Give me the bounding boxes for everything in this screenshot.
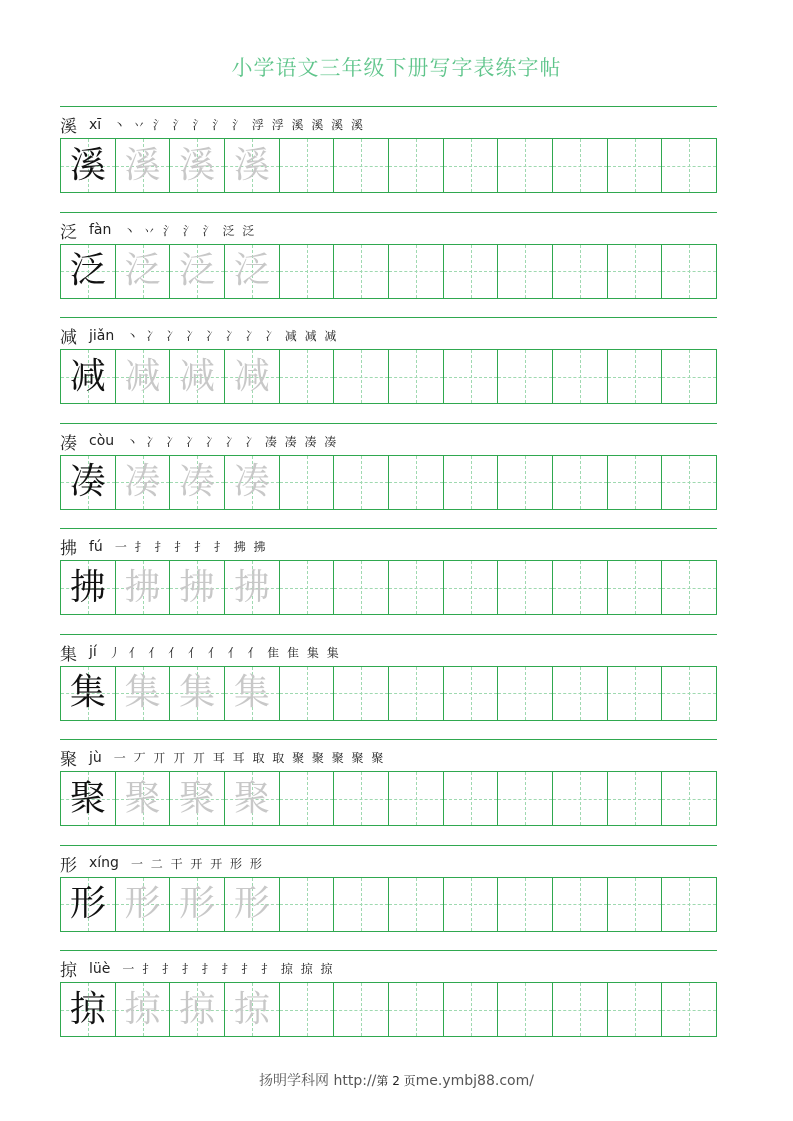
empty-practice-cell bbox=[389, 139, 444, 192]
empty-practice-cell bbox=[608, 456, 663, 509]
trace-character: 集 bbox=[179, 672, 216, 713]
empty-practice-cell bbox=[498, 139, 553, 192]
stroke-order: 丶 冫 冫 冫 冫 冫 冫 冫 减 减 减 bbox=[126, 329, 339, 343]
empty-practice-cell bbox=[498, 350, 553, 403]
model-cell bbox=[61, 139, 116, 192]
empty-practice-cell bbox=[662, 139, 716, 192]
empty-practice-cell bbox=[280, 139, 335, 192]
pinyin: còu bbox=[89, 433, 115, 449]
empty-practice-cell bbox=[553, 878, 608, 931]
stroke-order: 一 二 干 开 开 形 形 bbox=[130, 856, 264, 871]
trace-cell bbox=[116, 350, 171, 403]
trace-character: 掠 bbox=[124, 988, 161, 1030]
tian-grid-row bbox=[60, 982, 717, 1037]
trace-character: 凑 bbox=[233, 461, 270, 502]
trace-character: 溪 bbox=[179, 144, 216, 186]
entry-header bbox=[60, 956, 717, 980]
trace-cell bbox=[170, 350, 225, 403]
model-character: 聚 bbox=[69, 777, 106, 819]
empty-practice-cell bbox=[608, 245, 663, 298]
trace-character: 拂 bbox=[233, 566, 270, 608]
model-character: 泛 bbox=[69, 250, 106, 291]
tian-grid-row bbox=[60, 877, 717, 932]
header-character: 拂 bbox=[60, 539, 77, 559]
trace-cell bbox=[225, 667, 280, 720]
trace-character: 凑 bbox=[179, 461, 216, 502]
trace-cell bbox=[170, 878, 225, 931]
empty-practice-cell bbox=[553, 245, 608, 298]
trace-character: 形 bbox=[179, 883, 216, 924]
trace-character: 聚 bbox=[179, 777, 216, 819]
trace-cell bbox=[116, 878, 171, 931]
empty-practice-cell bbox=[444, 561, 499, 614]
pinyin: fàn bbox=[89, 222, 112, 238]
entry-header bbox=[60, 534, 717, 558]
header-character: 泛 bbox=[60, 222, 77, 243]
empty-practice-cell bbox=[334, 245, 389, 298]
page-title: 小学语文三年级下册写字表练字帖 bbox=[231, 56, 562, 80]
trace-cell bbox=[116, 772, 171, 825]
trace-cell bbox=[116, 561, 171, 614]
model-character: 减 bbox=[69, 355, 106, 397]
stroke-order: 一 扌 扌 扌 扌 扌 扌 扌 掠 掠 掠 bbox=[122, 962, 335, 976]
model-character: 掠 bbox=[69, 988, 106, 1030]
model-cell bbox=[61, 878, 116, 931]
empty-practice-cell bbox=[334, 139, 389, 192]
stroke-order: 丶 冫 冫 冫 冫 冫 冫 凑 凑 凑 凑 bbox=[126, 434, 339, 449]
model-cell bbox=[61, 245, 116, 298]
trace-cell bbox=[225, 456, 280, 509]
header-character: 凑 bbox=[60, 433, 77, 454]
entry-divider bbox=[60, 739, 717, 740]
pinyin: fú bbox=[89, 538, 103, 555]
empty-practice-cell bbox=[444, 667, 499, 720]
empty-practice-cell bbox=[389, 772, 444, 825]
entry-divider bbox=[60, 950, 717, 951]
entry-header bbox=[60, 640, 717, 664]
pinyin: jiǎn bbox=[89, 327, 115, 344]
empty-practice-cell bbox=[608, 772, 663, 825]
entry-header bbox=[60, 112, 717, 136]
empty-practice-cell bbox=[608, 983, 663, 1036]
footer-site: 扬明学科网 http:// bbox=[259, 1073, 377, 1089]
tian-grid-row bbox=[60, 560, 717, 615]
stroke-order: 一 丆 丌 丌 丌 耳 耳 取 取 聚 聚 聚 聚 聚 bbox=[113, 751, 386, 765]
empty-practice-cell bbox=[553, 772, 608, 825]
trace-character: 集 bbox=[233, 672, 270, 713]
empty-practice-cell bbox=[498, 245, 553, 298]
empty-practice-cell bbox=[280, 667, 335, 720]
trace-character: 形 bbox=[233, 883, 270, 924]
empty-practice-cell bbox=[334, 456, 389, 509]
empty-practice-cell bbox=[444, 245, 499, 298]
empty-practice-cell bbox=[498, 878, 553, 931]
footer-url: me.ymbj88.com/ bbox=[415, 1073, 534, 1089]
trace-character: 拂 bbox=[124, 566, 161, 608]
empty-practice-cell bbox=[389, 350, 444, 403]
empty-practice-cell bbox=[280, 772, 335, 825]
trace-cell bbox=[170, 456, 225, 509]
empty-practice-cell bbox=[662, 983, 716, 1036]
trace-cell bbox=[225, 139, 280, 192]
trace-cell bbox=[170, 667, 225, 720]
trace-character: 凑 bbox=[124, 461, 161, 502]
model-cell bbox=[61, 350, 116, 403]
empty-practice-cell bbox=[662, 878, 716, 931]
model-character: 溪 bbox=[69, 144, 106, 186]
tian-grid-row bbox=[60, 455, 717, 510]
entry-divider bbox=[60, 212, 717, 213]
empty-practice-cell bbox=[280, 245, 335, 298]
trace-character: 拂 bbox=[179, 566, 216, 608]
trace-cell bbox=[225, 772, 280, 825]
empty-practice-cell bbox=[553, 139, 608, 192]
stroke-order: 丿 亻 亻 亻 亻 亻 亻 亻 隹 隹 集 集 bbox=[108, 645, 341, 660]
entry-header bbox=[60, 218, 717, 242]
stroke-order: 丶 丷 氵 氵 氵 氵 氵 浮 浮 溪 溪 溪 溪 bbox=[113, 118, 365, 132]
tian-grid-row bbox=[60, 138, 717, 193]
stroke-order: 一 扌 扌 扌 扌 扌 拂 拂 bbox=[114, 540, 268, 554]
empty-practice-cell bbox=[334, 772, 389, 825]
trace-cell bbox=[116, 139, 171, 192]
trace-character: 泛 bbox=[233, 250, 270, 291]
model-character: 凑 bbox=[69, 461, 106, 502]
model-cell bbox=[61, 983, 116, 1036]
empty-practice-cell bbox=[553, 456, 608, 509]
pinyin: xíng bbox=[89, 855, 119, 871]
empty-practice-cell bbox=[553, 561, 608, 614]
trace-character: 泛 bbox=[179, 250, 216, 291]
entry-divider bbox=[60, 423, 717, 424]
empty-practice-cell bbox=[553, 983, 608, 1036]
tian-grid-row bbox=[60, 771, 717, 826]
empty-practice-cell bbox=[662, 245, 716, 298]
empty-practice-cell bbox=[608, 350, 663, 403]
empty-practice-cell bbox=[662, 350, 716, 403]
pinyin: jí bbox=[89, 644, 97, 660]
trace-cell bbox=[225, 878, 280, 931]
trace-character: 掠 bbox=[179, 988, 216, 1030]
trace-cell bbox=[170, 772, 225, 825]
header-character: 形 bbox=[60, 855, 77, 876]
model-character: 集 bbox=[69, 672, 106, 713]
empty-practice-cell bbox=[498, 456, 553, 509]
pinyin: jù bbox=[89, 749, 102, 766]
header-character: 掠 bbox=[60, 961, 77, 981]
trace-cell bbox=[170, 561, 225, 614]
trace-character: 聚 bbox=[124, 777, 161, 819]
empty-practice-cell bbox=[498, 772, 553, 825]
empty-practice-cell bbox=[389, 878, 444, 931]
empty-practice-cell bbox=[280, 983, 335, 1036]
model-cell bbox=[61, 772, 116, 825]
empty-practice-cell bbox=[334, 350, 389, 403]
trace-cell bbox=[225, 245, 280, 298]
empty-practice-cell bbox=[553, 667, 608, 720]
trace-cell bbox=[225, 350, 280, 403]
empty-practice-cell bbox=[662, 561, 716, 614]
page-number: 第 2 页 bbox=[376, 1074, 416, 1088]
tian-grid-row bbox=[60, 666, 717, 721]
empty-practice-cell bbox=[444, 772, 499, 825]
empty-practice-cell bbox=[662, 667, 716, 720]
trace-character: 减 bbox=[233, 355, 270, 397]
empty-practice-cell bbox=[608, 139, 663, 192]
empty-practice-cell bbox=[280, 561, 335, 614]
empty-practice-cell bbox=[662, 456, 716, 509]
entry-header bbox=[60, 745, 717, 769]
model-cell bbox=[61, 667, 116, 720]
footer bbox=[0, 1070, 793, 1090]
empty-practice-cell bbox=[334, 561, 389, 614]
trace-cell bbox=[116, 456, 171, 509]
entry-divider bbox=[60, 634, 717, 635]
pinyin: xī bbox=[89, 116, 102, 133]
empty-practice-cell bbox=[444, 456, 499, 509]
empty-practice-cell bbox=[498, 983, 553, 1036]
trace-cell bbox=[170, 139, 225, 192]
model-character: 拂 bbox=[69, 566, 106, 608]
entry-header bbox=[60, 323, 717, 347]
trace-character: 掠 bbox=[233, 988, 270, 1030]
empty-practice-cell bbox=[389, 456, 444, 509]
header-character: 溪 bbox=[60, 117, 77, 137]
header-character: 聚 bbox=[60, 750, 77, 770]
entry-header bbox=[60, 429, 717, 453]
header-character: 减 bbox=[60, 328, 77, 348]
empty-practice-cell bbox=[498, 561, 553, 614]
trace-character: 减 bbox=[179, 355, 216, 397]
empty-practice-cell bbox=[389, 245, 444, 298]
trace-cell bbox=[170, 245, 225, 298]
stroke-order: 丶 丷 氵 氵 氵 泛 泛 bbox=[123, 223, 257, 238]
entry-divider bbox=[60, 317, 717, 318]
entry-divider bbox=[60, 845, 717, 846]
empty-practice-cell bbox=[444, 878, 499, 931]
empty-practice-cell bbox=[553, 350, 608, 403]
trace-character: 泛 bbox=[124, 250, 161, 291]
empty-practice-cell bbox=[389, 561, 444, 614]
trace-character: 聚 bbox=[233, 777, 270, 819]
entry-divider bbox=[60, 528, 717, 529]
empty-practice-cell bbox=[662, 772, 716, 825]
empty-practice-cell bbox=[608, 667, 663, 720]
trace-cell bbox=[170, 983, 225, 1036]
trace-character: 溪 bbox=[233, 144, 270, 186]
empty-practice-cell bbox=[280, 456, 335, 509]
trace-character: 减 bbox=[124, 355, 161, 397]
trace-cell bbox=[225, 983, 280, 1036]
empty-practice-cell bbox=[334, 878, 389, 931]
trace-character: 形 bbox=[124, 883, 161, 924]
empty-practice-cell bbox=[334, 667, 389, 720]
model-cell bbox=[61, 561, 116, 614]
trace-cell bbox=[116, 983, 171, 1036]
empty-practice-cell bbox=[608, 878, 663, 931]
trace-cell bbox=[225, 561, 280, 614]
tian-grid-row bbox=[60, 349, 717, 404]
empty-practice-cell bbox=[444, 350, 499, 403]
empty-practice-cell bbox=[444, 139, 499, 192]
trace-character: 集 bbox=[124, 672, 161, 713]
empty-practice-cell bbox=[389, 667, 444, 720]
entry-header bbox=[60, 851, 717, 875]
empty-practice-cell bbox=[444, 983, 499, 1036]
model-character: 形 bbox=[69, 883, 106, 924]
model-cell bbox=[61, 456, 116, 509]
tian-grid-row bbox=[60, 244, 717, 299]
header-character: 集 bbox=[60, 644, 77, 665]
empty-practice-cell bbox=[498, 667, 553, 720]
empty-practice-cell bbox=[280, 878, 335, 931]
empty-practice-cell bbox=[334, 983, 389, 1036]
trace-cell bbox=[116, 245, 171, 298]
empty-practice-cell bbox=[389, 983, 444, 1036]
empty-practice-cell bbox=[608, 561, 663, 614]
entry-divider bbox=[60, 106, 717, 107]
empty-practice-cell bbox=[280, 350, 335, 403]
trace-cell bbox=[116, 667, 171, 720]
trace-character: 溪 bbox=[124, 144, 161, 186]
pinyin: lüè bbox=[89, 960, 111, 977]
